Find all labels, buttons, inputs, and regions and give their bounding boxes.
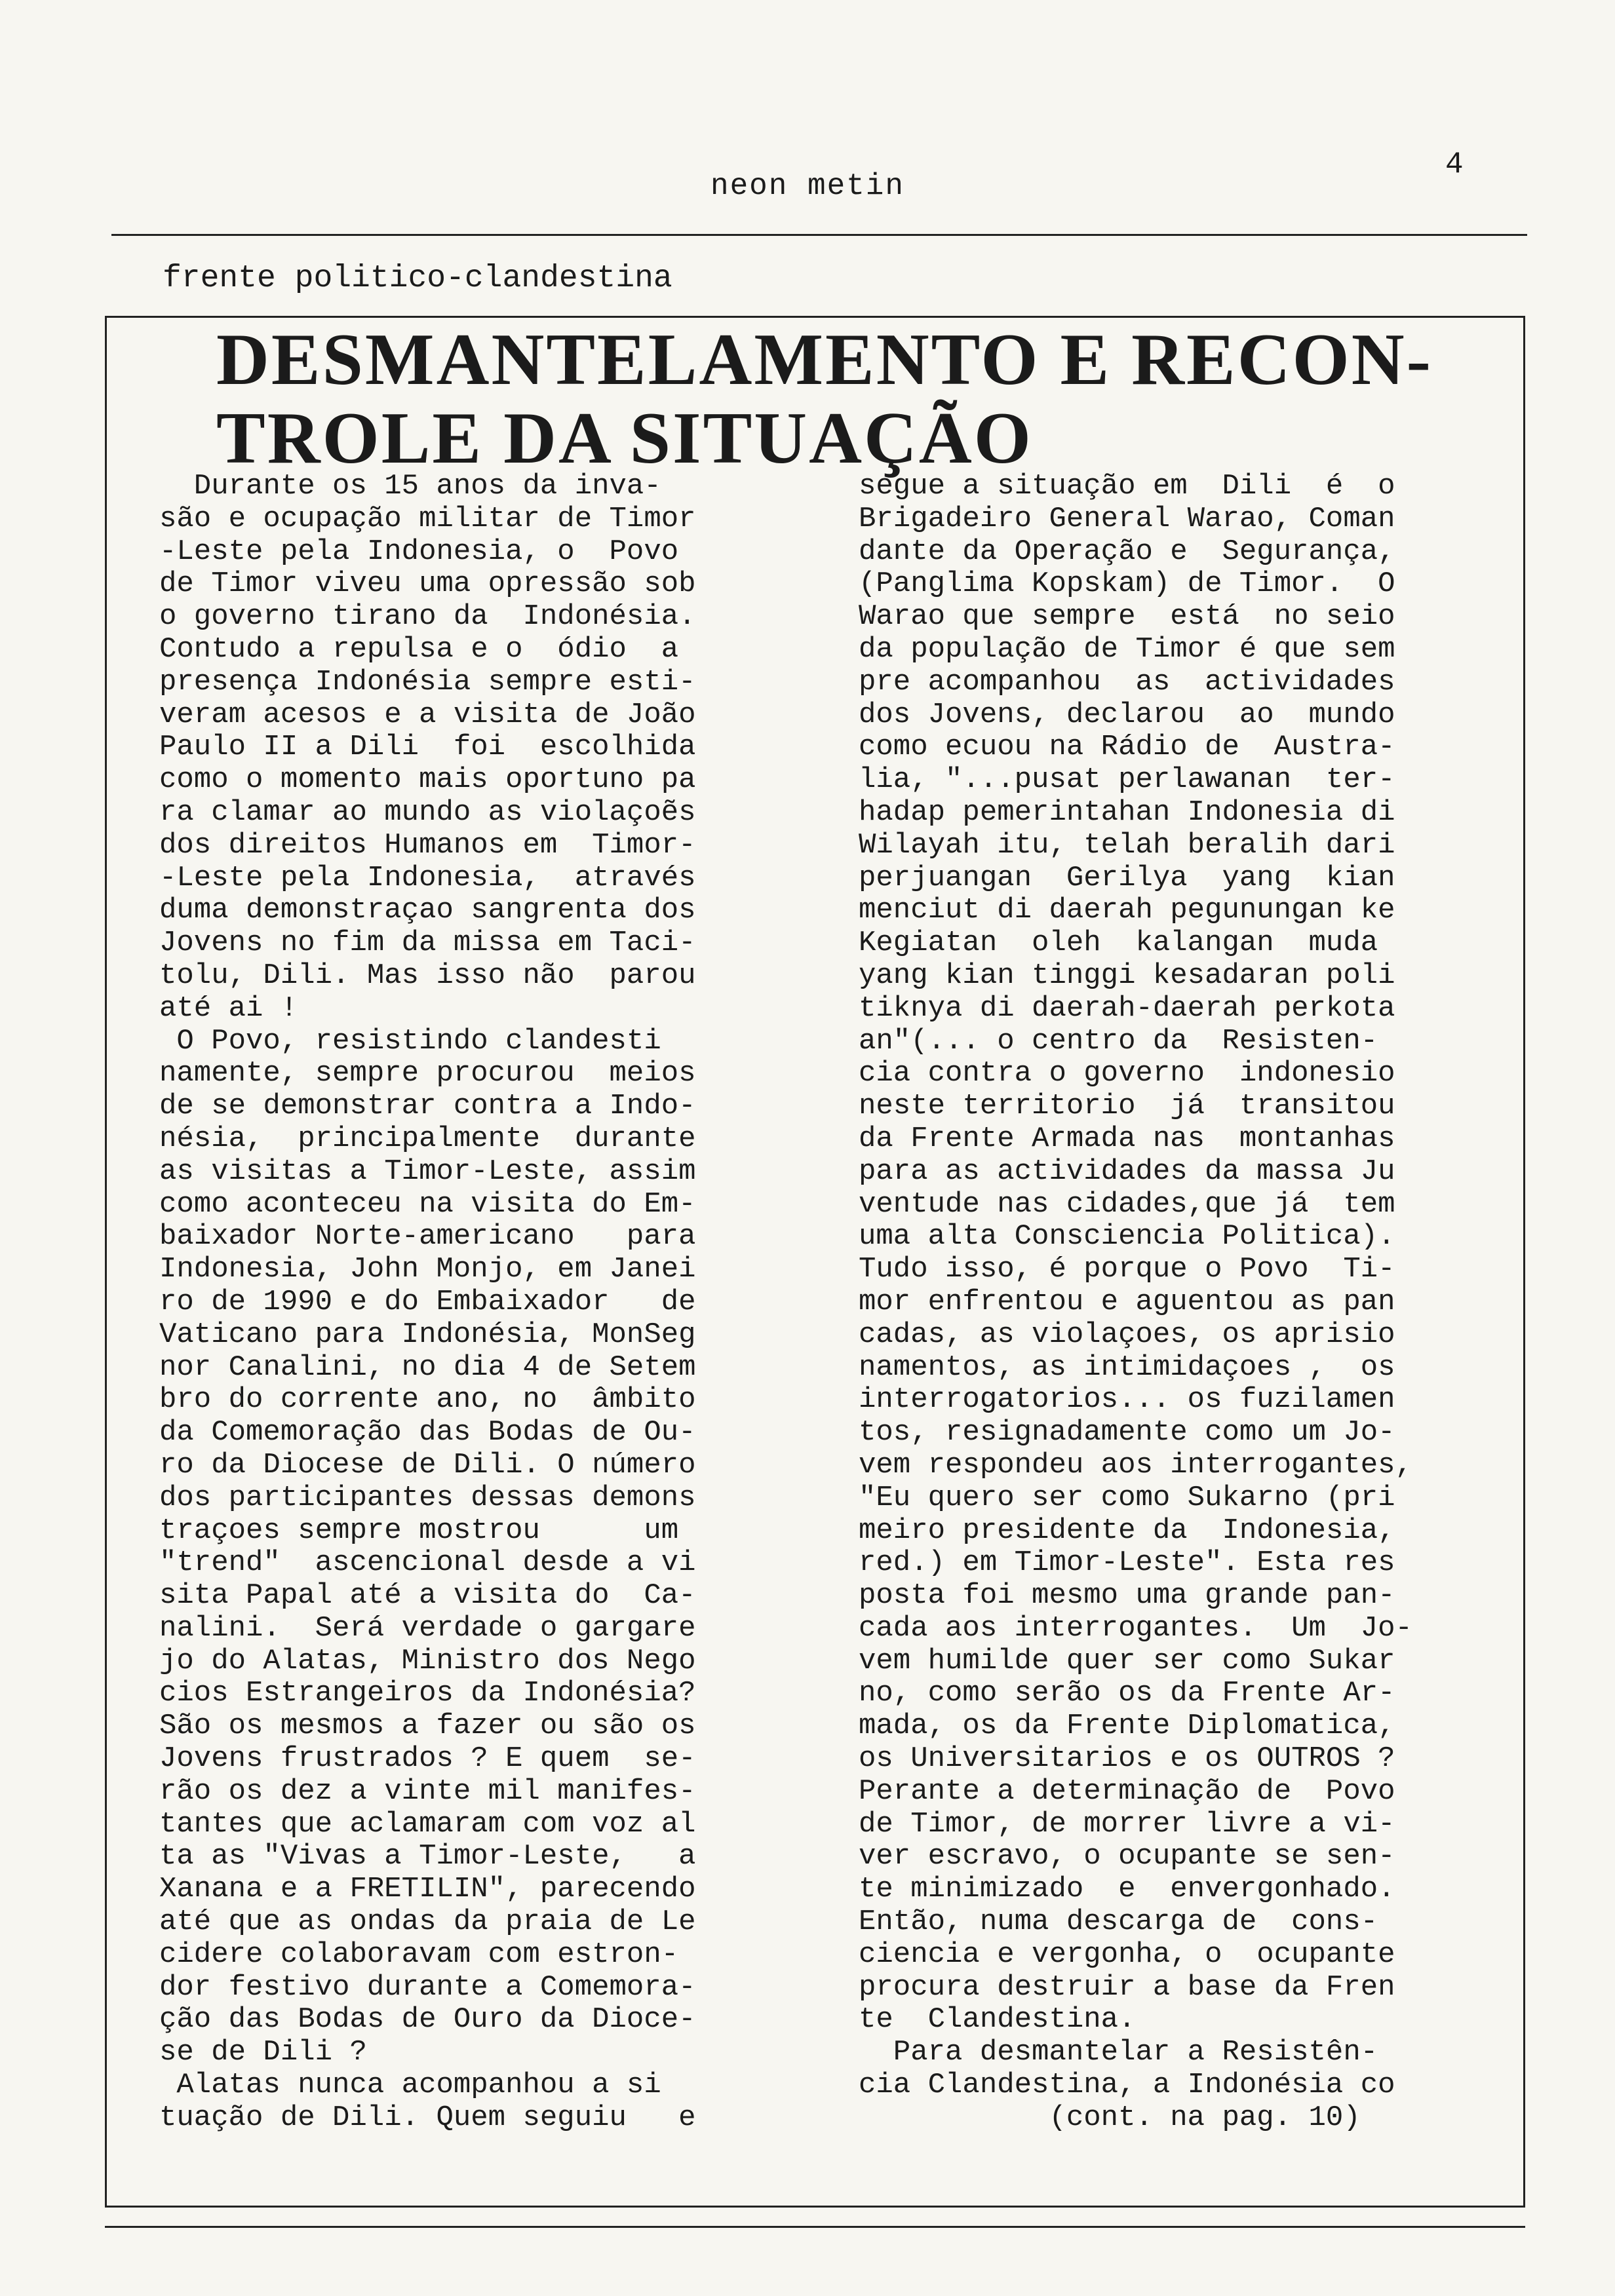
header-rule xyxy=(111,234,1527,236)
page-number: 4 xyxy=(1445,147,1464,182)
running-header: neon metin xyxy=(710,169,905,203)
article-headline xyxy=(216,321,1514,478)
section-label: frente politico-clandestina xyxy=(163,261,672,296)
headline-line-1: DESMANTELAMENTO E RECON- xyxy=(216,319,1433,400)
article-column-right: segue a situação em Dili é o Brigadeiro General Warao, Coman dante da Operação e Segurança, (Panglima Kopskam) de Timor. O Warao que sempre está no seio da população de Timor é que sem pre acompanhou as actividades dos Jovens, declarou ao mundo como ecuou na Rádio de Austra- lia, "...pusat perlawanan ter- hadap pemerintahan Indonesia di Wilayah itu, telah beralih dari perjuangan Gerilya yang kian menciut di daerah pegunungan ke Kegiatan oleh kalangan muda yang kian tinggi kesadaran poli tiknya di daerah-daerah perkota an"(... o centro da Resisten- cia contra o governo indonesio neste territorio já transitou da Frente Armada nas montanhas para as actividades da massa Ju ventude nas cidades,que já tem uma alta Consciencia Politica). Tudo isso, é porque o Povo Ti- mor enfrentou e aguentou as pan cadas, as violaçoes, os aprisio namentos, as intimidaçoes , os interrogatorios... os fuzilamen tos, resignadamente como um Jo- vem respondeu aos interrogantes, "Eu quero ser como Sukarno (pri meiro presidente da Indonesia, red.) em Timor-Leste". Esta res posta foi mesmo uma grande pan- cada aos interrogantes. Um Jo- vem humilde quer ser como Sukar no, como serão os da Frente Ar- mada, os da Frente Diplomatica, os Universitarios e os OUTROS ? Perante a determinação de Povo de Timor, de morrer livre a vi- ver escravo, o ocupante se sen- te minimizado e envergonhado. Então, numa descarga de cons- ciencia e vergonha, o ocupante procura destruir a base da Fren te Clandestina. Para desmantelar a Resistên- cia Clandestina, a Indonésia co (cont. na pag. 10) xyxy=(859,470,1412,2134)
headline-line-2: TROLE DA SITUAÇÃO xyxy=(216,397,1033,479)
footer-rule xyxy=(105,2226,1525,2228)
article-column-left: Durante os 15 anos da inva- são e ocupação militar de Timor -Leste pela Indonesia, o Povo de Timor viveu uma opressão sob o governo tirano da Indonésia. Contudo a repulsa e o ódio a presença Indonésia sempre esti- veram acesos e a visita de João Paulo II a Dili foi escolhida como o momento mais oportuno pa ra clamar ao mundo as violaçoẽs dos direitos Humanos em Timor- -Leste pela Indonesia, através duma demonstraçao sangrenta dos Jovens no fim da missa em Taci- tolu, Dili. Mas isso não parou até ai ! O Povo, resistindo clandesti namente, sempre procurou meios de se demonstrar contra a Indo- nésia, principalmente durante as visitas a Timor-Leste, assim como aconteceu na visita do Em- baixador Norte-americano para Indonesia, John Monjo, em Janei ro de 1990 e do Embaixador de Vaticano para Indonésia, MonSeg nor Canalini, no dia 4 de Setem bro do corrente ano, no âmbito da Comemoração das Bodas de Ou- ro da Diocese de Dili. O número dos participantes dessas demons traçoes sempre mostrou um "trend" ascencional desde a vi sita Papal até a visita do Ca- nalini. Será verdade o gargare jo do Alatas, Ministro dos Nego cios Estrangeiros da Indonésia? São os mesmos a fazer ou são os Jovens frustrados ? E quem se- rão os dez a vinte mil manifes- tantes que aclamaram com voz al ta as "Vivas a Timor-Leste, a Xanana e a FRETILIN", parecendo até que as ondas da praia de Le cidere colaboravam com estron- dor festivo durante a Comemora- ção das Bodas de Ouro da Dioce- se de Dili ? Alatas nunca acompanhou a si tuação de Dili. Quem seguiu e xyxy=(159,470,696,2134)
